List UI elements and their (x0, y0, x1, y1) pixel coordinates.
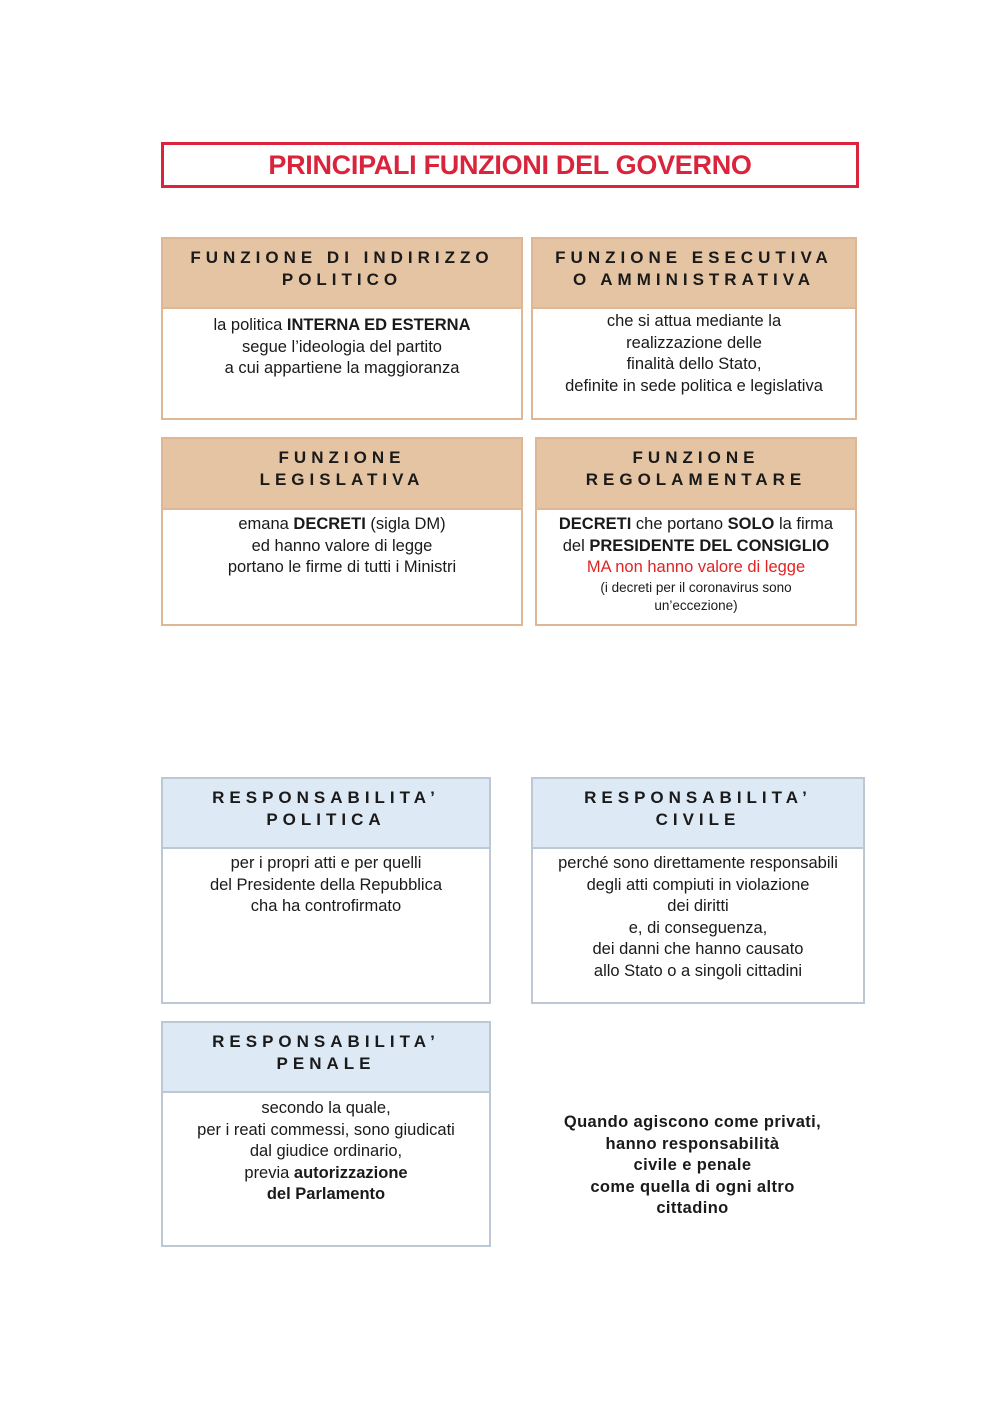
note-line: Quando agiscono come privati, (563, 1113, 822, 1131)
card-header-line: REGOLAMENTARE (585, 470, 807, 489)
card-body (163, 309, 521, 380)
page-title: PRINCIPALI FUNZIONI DEL GOVERNO (268, 149, 752, 180)
card-body-line: che si attua mediante la (606, 312, 782, 330)
card-body-line: e, di conseguenza, (628, 918, 768, 937)
note-line: cittadino (656, 1199, 729, 1217)
card-body (537, 510, 855, 615)
card-body-line: previa autorizzazione (244, 1163, 408, 1182)
card-body-line: cha ha controfirmato (250, 897, 402, 915)
card-body-line: portano le firme di tutti i Ministri (227, 558, 457, 576)
note-line: hanno responsabilità (605, 1134, 780, 1153)
card-body (163, 849, 489, 918)
card-header (533, 239, 855, 309)
card-body (533, 849, 863, 982)
card-body (163, 1093, 489, 1206)
card-body-line: finalità dello Stato, (626, 355, 762, 373)
card-body-line: allo Stato o a singoli cittadini (593, 961, 803, 980)
card-body-line: dal giudice ordinario, (249, 1142, 403, 1160)
card-header-line: O AMMINISTRATIVA (572, 270, 816, 289)
card-body-line: ed hanno valore di legge (251, 536, 433, 555)
card-funzione-legislativa (161, 437, 523, 626)
card-funzione-indirizzo-politico (161, 237, 523, 420)
card-header-line: FUNZIONE (632, 448, 760, 467)
card-body (163, 510, 521, 579)
card-body-line: la politica INTERNA ED ESTERNA (213, 316, 471, 334)
page-title-box (161, 142, 859, 188)
card-responsabilita-politica (161, 777, 491, 1004)
card-body-line: per i propri atti e per quelli (230, 854, 422, 872)
card-body-line: segue l’ideologia del partito (242, 337, 442, 356)
private-citizen-note (535, 1112, 850, 1220)
card-header (163, 239, 521, 309)
card-header-line: CIVILE (655, 810, 741, 829)
card-header (163, 1023, 489, 1093)
card-funzione-esecutiva (531, 237, 857, 420)
card-body (533, 309, 855, 397)
card-body-line: del Parlamento (266, 1185, 386, 1203)
card-header-line: LEGISLATIVA (259, 470, 425, 489)
card-responsabilita-civile (531, 777, 865, 1004)
card-header (163, 439, 521, 510)
card-header-line: FUNZIONE DI INDIRIZZO (190, 248, 494, 267)
card-body-line: realizzazione delle (626, 333, 762, 352)
card-header-line: FUNZIONE (278, 448, 406, 467)
note-line: come quella di ogni altro (590, 1177, 795, 1196)
card-responsabilita-penale (161, 1021, 491, 1247)
card-header (163, 779, 489, 849)
card-body-line: a cui appartiene la maggioranza (224, 359, 460, 377)
card-body-line: secondo la quale, (261, 1099, 391, 1117)
card-header-line: RESPONSABILITA’ (212, 788, 440, 807)
card-header-line: RESPONSABILITA’ (212, 1032, 440, 1051)
card-body-line: degli atti compiuti in violazione (586, 875, 810, 894)
card-body-line: definite in sede politica e legislativa (565, 376, 823, 395)
card-header (533, 779, 863, 849)
card-header-line: FUNZIONE ESECUTIVA (555, 248, 833, 267)
note-line: civile e penale (633, 1156, 752, 1174)
card-body-line: emana DECRETI (sigla DM) (238, 515, 446, 533)
card-body-line: per i reati commessi, sono giudicati (197, 1120, 455, 1139)
card-body-note: (i decreti per il coronavirus sono (600, 579, 792, 595)
card-header-line: PENALE (276, 1054, 376, 1073)
card-body-line: perché sono direttamente responsabili (558, 854, 838, 872)
card-body-line: DECRETI che portano SOLO la firma (558, 515, 834, 533)
card-header-line: POLITICA (266, 810, 386, 829)
card-funzione-regolamentare (535, 437, 857, 626)
card-body-warning: MA non hanno valore di legge (586, 558, 806, 576)
card-header (537, 439, 855, 510)
card-body-line: dei danni che hanno causato (592, 940, 804, 958)
card-body-line: dei diritti (667, 897, 729, 915)
card-body-line: del Presidente della Repubblica (209, 875, 443, 894)
card-header-line: POLITICO (281, 270, 403, 289)
card-header-line: RESPONSABILITA’ (584, 788, 812, 807)
card-body-note: un’eccezione) (654, 597, 738, 613)
card-body-line: del PRESIDENTE DEL CONSIGLIO (562, 536, 830, 555)
